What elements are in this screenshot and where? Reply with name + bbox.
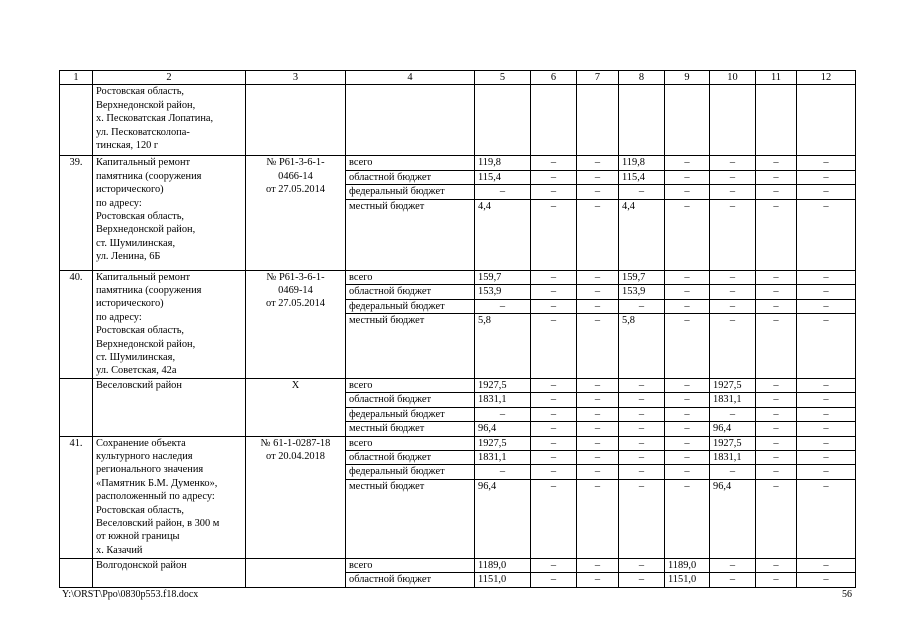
funding-source: местный бюджет (346, 314, 475, 379)
funding-source: местный бюджет (346, 479, 475, 558)
amount-cell: – (619, 465, 665, 479)
amount-cell: – (797, 393, 856, 407)
table-row (60, 270, 856, 285)
amount-cell: – (756, 270, 797, 285)
amount-cell: 1927,5 (710, 436, 756, 450)
column-number: 12 (797, 71, 856, 85)
funding-source: областной бюджет (346, 573, 475, 587)
amount-cell: – (577, 199, 619, 270)
amount-cell: 1831,1 (710, 393, 756, 407)
table-row (60, 436, 856, 450)
amount-cell: 96,4 (475, 479, 531, 558)
object-name: Ростовская область, Верхнедонской район, х. Песковатская Лопатина, ул. Песковатсколопа- тинская, 120 г (93, 85, 246, 156)
amount-cell: – (531, 270, 577, 285)
amount-cell: – (619, 407, 665, 421)
document-ref (246, 558, 346, 587)
amount-cell: – (531, 378, 577, 392)
amount-cell: 5,8 (619, 314, 665, 379)
amount-cell: – (710, 573, 756, 587)
amount-cell: – (756, 378, 797, 392)
amount-cell: – (665, 199, 710, 270)
amount-cell: – (531, 558, 577, 572)
amount-cell: – (577, 436, 619, 450)
amount-cell: 119,8 (475, 156, 531, 170)
amount-cell: – (756, 407, 797, 421)
object-name: Капитальный ремонт памятника (сооружения исторического) по адресу: Ростовская область, Верхнедонской район, ст. Шумилинская, ул. Советская, 42а (93, 270, 246, 378)
amount-cell: – (619, 450, 665, 464)
empty-cell (710, 85, 756, 156)
amount-cell: 159,7 (475, 270, 531, 285)
empty-cell (475, 85, 531, 156)
amount-cell: – (577, 573, 619, 587)
column-number: 9 (665, 71, 710, 85)
amount-cell: 4,4 (475, 199, 531, 270)
amount-cell: – (665, 436, 710, 450)
item-number: 39. (60, 156, 93, 270)
amount-cell: – (665, 285, 710, 300)
amount-cell: – (797, 270, 856, 285)
amount-cell: – (577, 378, 619, 392)
amount-cell: – (756, 465, 797, 479)
amount-cell: – (797, 199, 856, 270)
amount-cell: – (710, 185, 756, 199)
funding-source: областной бюджет (346, 285, 475, 300)
document-ref: № Р61-3-6-1- 0466-14 от 27.05.2014 (246, 156, 346, 270)
amount-cell: – (619, 378, 665, 392)
amount-cell: – (756, 299, 797, 314)
empty-cell (665, 85, 710, 156)
column-number: 10 (710, 71, 756, 85)
amount-cell: – (475, 185, 531, 199)
amount-cell: – (710, 465, 756, 479)
column-number: 7 (577, 71, 619, 85)
column-number: 11 (756, 71, 797, 85)
funding-source: областной бюджет (346, 393, 475, 407)
amount-cell: – (710, 314, 756, 379)
amount-cell: 1831,1 (475, 450, 531, 464)
amount-cell: 1831,1 (475, 393, 531, 407)
amount-cell: – (665, 314, 710, 379)
amount-cell: – (475, 299, 531, 314)
amount-cell: – (665, 450, 710, 464)
amount-cell: – (797, 299, 856, 314)
funding-source: федеральный бюджет (346, 465, 475, 479)
empty-cell (756, 85, 797, 156)
amount-cell: – (577, 422, 619, 436)
amount-cell: 1831,1 (710, 450, 756, 464)
column-number: 1 (60, 71, 93, 85)
amount-cell: – (665, 422, 710, 436)
object-name: Веселовский район (93, 378, 246, 436)
amount-cell: – (665, 465, 710, 479)
amount-cell: – (710, 299, 756, 314)
amount-cell: 1189,0 (475, 558, 531, 572)
document-ref: № Р61-3-6-1- 0469-14 от 27.05.2014 (246, 270, 346, 378)
amount-cell: – (531, 156, 577, 170)
amount-cell: – (577, 407, 619, 421)
funding-source: всего (346, 378, 475, 392)
amount-cell: – (577, 170, 619, 184)
amount-cell: – (619, 299, 665, 314)
document-ref: Х (246, 378, 346, 436)
amount-cell: – (797, 573, 856, 587)
amount-cell: 1927,5 (710, 378, 756, 392)
amount-cell: 159,7 (619, 270, 665, 285)
amount-cell: 1151,0 (665, 573, 710, 587)
item-number (60, 85, 93, 156)
amount-cell: – (531, 170, 577, 184)
amount-cell: – (665, 299, 710, 314)
amount-cell: – (531, 407, 577, 421)
amount-cell: – (577, 314, 619, 379)
table-row (60, 156, 856, 170)
amount-cell: – (577, 299, 619, 314)
object-name: Капитальный ремонт памятника (сооружения исторического) по адресу: Ростовская область, Верхнедонской район, ст. Шумилинская, ул. Ленина, 6Б (93, 156, 246, 270)
funding-table (59, 70, 856, 588)
amount-cell: 115,4 (619, 170, 665, 184)
amount-cell: 153,9 (619, 285, 665, 300)
amount-cell: – (710, 558, 756, 572)
funding-source: местный бюджет (346, 422, 475, 436)
funding-source: федеральный бюджет (346, 299, 475, 314)
amount-cell: 119,8 (619, 156, 665, 170)
amount-cell: – (619, 436, 665, 450)
table-row (60, 558, 856, 572)
amount-cell: – (577, 450, 619, 464)
amount-cell: 4,4 (619, 199, 665, 270)
amount-cell: – (577, 270, 619, 285)
column-number: 6 (531, 71, 577, 85)
amount-cell: – (665, 270, 710, 285)
amount-cell: – (619, 185, 665, 199)
amount-cell: – (756, 422, 797, 436)
funding-source: федеральный бюджет (346, 185, 475, 199)
amount-cell: – (797, 185, 856, 199)
object-name: Волгодонской район (93, 558, 246, 587)
empty-cell (346, 85, 475, 156)
amount-cell: – (577, 393, 619, 407)
amount-cell: – (756, 170, 797, 184)
amount-cell: – (756, 156, 797, 170)
amount-cell: – (756, 393, 797, 407)
amount-cell: – (710, 270, 756, 285)
amount-cell: – (665, 393, 710, 407)
amount-cell: 96,4 (710, 479, 756, 558)
amount-cell: – (619, 393, 665, 407)
amount-cell: – (797, 170, 856, 184)
footer-file-path: Y:\ORST\Ppo\0830p553.f18.docx (62, 589, 199, 600)
amount-cell: – (531, 422, 577, 436)
amount-cell: – (475, 465, 531, 479)
amount-cell: – (619, 422, 665, 436)
empty-cell (531, 85, 577, 156)
funding-source: местный бюджет (346, 199, 475, 270)
funding-source: всего (346, 436, 475, 450)
column-number: 8 (619, 71, 665, 85)
funding-source: областной бюджет (346, 170, 475, 184)
document-ref: № 61-1-0287-18 от 20.04.2018 (246, 436, 346, 558)
table-row (60, 378, 856, 392)
amount-cell: 5,8 (475, 314, 531, 379)
funding-source: областной бюджет (346, 450, 475, 464)
amount-cell: – (756, 314, 797, 379)
document-ref (246, 85, 346, 156)
amount-cell: – (531, 199, 577, 270)
column-number: 3 (246, 71, 346, 85)
amount-cell: 1927,5 (475, 436, 531, 450)
amount-cell: – (531, 299, 577, 314)
amount-cell: – (531, 285, 577, 300)
column-number: 5 (475, 71, 531, 85)
amount-cell: – (797, 407, 856, 421)
amount-cell: – (531, 314, 577, 379)
amount-cell: – (577, 479, 619, 558)
amount-cell: – (577, 558, 619, 572)
amount-cell: – (665, 378, 710, 392)
table-row (60, 85, 856, 156)
amount-cell: – (531, 450, 577, 464)
amount-cell: – (797, 558, 856, 572)
amount-cell: – (756, 479, 797, 558)
amount-cell: – (756, 199, 797, 270)
amount-cell: – (797, 436, 856, 450)
amount-cell: 1189,0 (665, 558, 710, 572)
amount-cell: 115,4 (475, 170, 531, 184)
column-number: 2 (93, 71, 246, 85)
amount-cell: – (619, 558, 665, 572)
funding-source: всего (346, 156, 475, 170)
item-number (60, 558, 93, 587)
amount-cell: – (531, 573, 577, 587)
amount-cell: – (797, 156, 856, 170)
funding-source: всего (346, 558, 475, 572)
amount-cell: – (531, 185, 577, 199)
amount-cell: 1927,5 (475, 378, 531, 392)
amount-cell: – (665, 185, 710, 199)
amount-cell: – (797, 378, 856, 392)
amount-cell: – (665, 407, 710, 421)
amount-cell: 1151,0 (475, 573, 531, 587)
amount-cell: – (797, 314, 856, 379)
object-name: Сохранение объекта культурного наследия регионального значения «Памятник Б.М. Думенко», расположенный по адресу: Ростовская область, Веселовский район, в 300 м от южной границы х. Казачий (93, 436, 246, 558)
amount-cell: – (797, 285, 856, 300)
amount-cell: – (797, 422, 856, 436)
empty-cell (619, 85, 665, 156)
amount-cell: 153,9 (475, 285, 531, 300)
amount-cell: – (797, 479, 856, 558)
column-number: 4 (346, 71, 475, 85)
amount-cell: – (756, 436, 797, 450)
amount-cell: – (531, 436, 577, 450)
amount-cell: – (756, 285, 797, 300)
amount-cell: – (619, 479, 665, 558)
amount-cell: – (577, 185, 619, 199)
amount-cell: – (665, 479, 710, 558)
amount-cell: – (577, 285, 619, 300)
amount-cell: – (710, 199, 756, 270)
amount-cell: – (710, 407, 756, 421)
amount-cell: – (531, 465, 577, 479)
item-number (60, 378, 93, 436)
item-number: 40. (60, 270, 93, 378)
funding-source: всего (346, 270, 475, 285)
empty-cell (797, 85, 856, 156)
amount-cell: – (756, 450, 797, 464)
amount-cell: – (531, 479, 577, 558)
amount-cell: 96,4 (475, 422, 531, 436)
amount-cell: – (577, 465, 619, 479)
amount-cell: – (710, 170, 756, 184)
amount-cell: – (475, 407, 531, 421)
amount-cell: – (710, 156, 756, 170)
funding-source: федеральный бюджет (346, 407, 475, 421)
amount-cell: – (797, 465, 856, 479)
amount-cell: – (710, 285, 756, 300)
amount-cell: – (756, 185, 797, 199)
amount-cell: – (665, 170, 710, 184)
amount-cell: 96,4 (710, 422, 756, 436)
amount-cell: – (665, 156, 710, 170)
amount-cell: – (756, 558, 797, 572)
footer-page-number: 56 (842, 589, 852, 600)
amount-cell: – (531, 393, 577, 407)
column-number-row (60, 71, 856, 85)
empty-cell (577, 85, 619, 156)
amount-cell: – (756, 573, 797, 587)
amount-cell: – (797, 450, 856, 464)
amount-cell: – (577, 156, 619, 170)
amount-cell: – (619, 573, 665, 587)
item-number: 41. (60, 436, 93, 558)
